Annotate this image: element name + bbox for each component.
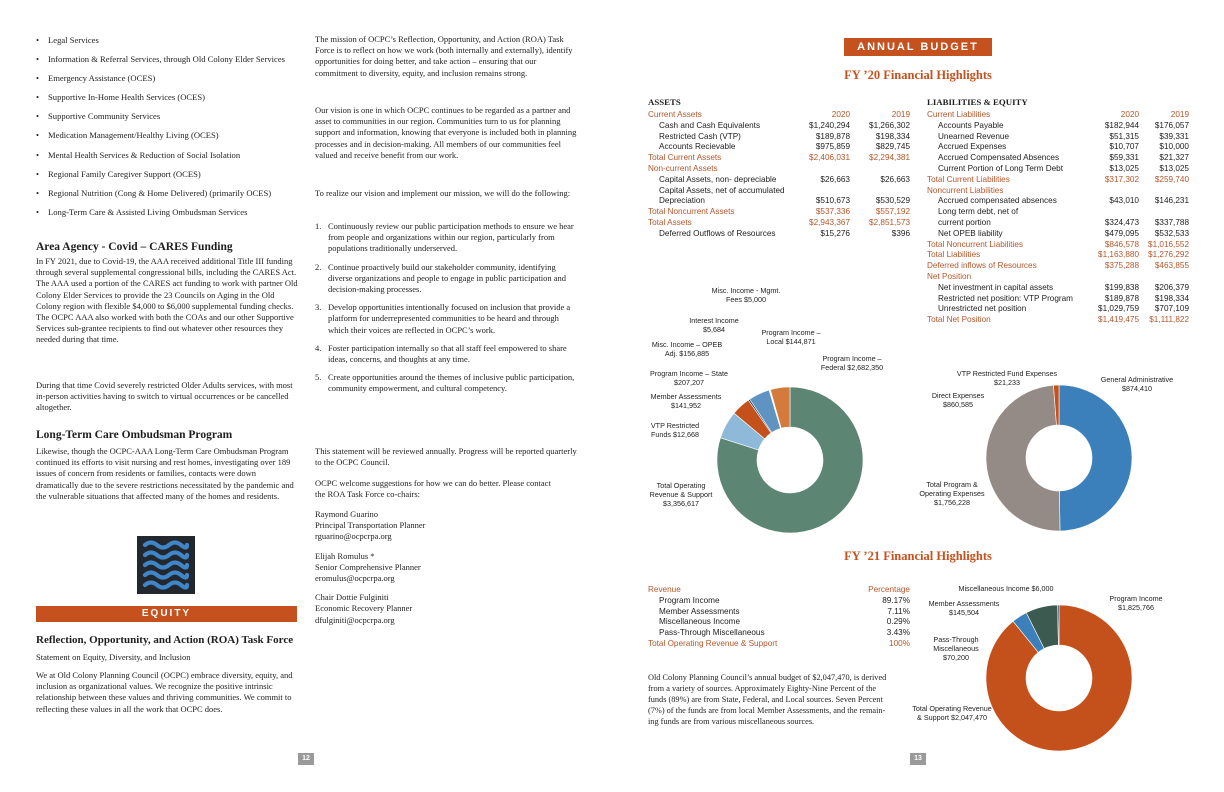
assets-table (648, 110, 910, 240)
row-value: 2020 (1120, 110, 1139, 119)
row-value: $1,266,302 (869, 120, 910, 130)
row-value (850, 164, 910, 175)
table-row (648, 585, 910, 596)
table-row (927, 315, 1189, 326)
row-label: Total Assets (648, 217, 692, 227)
table-row (927, 132, 1189, 143)
row-value: 3.43% (886, 628, 910, 638)
fy21-revenue-donut (985, 604, 1133, 752)
row-value: 2019 (1170, 110, 1189, 119)
chart-label: VTP Restricted Funds $12,668 (650, 421, 700, 439)
goal-item: 5. Create opportunities around the themes of inclusive public participation, community empowerment, and cultural competency. (315, 372, 575, 394)
table-row (648, 617, 910, 628)
row-label: Miscellaneous Income (659, 617, 741, 627)
fy20-expenses-donut (985, 384, 1133, 532)
table-row (927, 250, 1189, 261)
row-label: Accounts Recievable (659, 142, 736, 152)
row-value: $206,379 (1154, 282, 1189, 292)
chart-label: Misc. Income – OPEB Adj. $156,885 (651, 340, 723, 358)
row-label: Deferred inflows of Resources (927, 261, 1037, 271)
service-item: • Regional Family Caregiver Support (OCES) (36, 169, 306, 180)
chart-label: Interest Income $5,684 (689, 316, 739, 334)
table-row (648, 175, 910, 186)
row-value: $13,025 (1159, 163, 1189, 173)
table-row (648, 121, 910, 132)
contact-email[interactable]: rguarino@ocpcrpa.org (315, 531, 392, 542)
row-value: $532,533 (1154, 228, 1189, 238)
liabilities-heading: LIABILITIES & EQUITY (927, 97, 1028, 107)
table-row (927, 121, 1189, 132)
goal-item: 1. Continuously review our public participation methods to ensure we hear from people and organizations within our region, particularly from populations traditionally underserved. (315, 221, 574, 254)
service-item: • Supportive In-Home Health Services (OCES) (36, 92, 306, 103)
row-label: Noncurrent Liabilities (927, 185, 1004, 195)
row-value: 2020 (831, 110, 850, 119)
row-value: $337,788 (1154, 217, 1189, 227)
ltc-heading: Long-Term Care Ombudsman Program (36, 429, 233, 441)
row-value: $317,302 (1104, 174, 1139, 184)
table-row (648, 142, 910, 153)
row-value: $26,663 (820, 174, 850, 184)
row-value (788, 164, 850, 175)
goals-list (315, 221, 577, 402)
chart-label: Total Operating Revenue & Support $2,047,470 (912, 704, 992, 722)
chart-label: Total Program & Operating Expenses $1,756,228 (919, 480, 985, 507)
table-row (927, 196, 1189, 207)
table-row (648, 132, 910, 143)
row-label: Accounts Payable (938, 120, 1004, 130)
goal-item: 2. Continue proactively build our stakeholder community, identifying diverse organizations and people to engage in public participation and decision-making processes. (315, 261, 567, 295)
row-label: Long term debt, net of (938, 207, 1019, 217)
revenue-table (648, 585, 910, 650)
row-label: Restricted net position: VTP Program (938, 293, 1074, 303)
services-list (36, 35, 306, 226)
table-row (927, 304, 1189, 315)
chart-label: Misc. Income - Mgmt. Fees $5,000 (711, 286, 781, 304)
chart-label: VTP Restricted Fund Expenses $21,233 (956, 369, 1058, 387)
row-value: 89.17% (882, 595, 910, 605)
row-value: $975,859 (815, 142, 850, 152)
mission-paragraph: The mission of OCPC’s Reflection, Opportunity, and Action (ROA) Task Force is to reflect on how we work (both internally and externally), identify opportunities for doing better, and take action – ensuring that our commitment to diversity, equity, and inclusion remains strong. (315, 34, 573, 78)
service-item: • Supportive Community Services (36, 111, 306, 122)
page-number-left: 12 (298, 753, 314, 765)
contact-email[interactable]: eromulus@ocpcrpa.org (315, 573, 395, 584)
chart-label: General Administrative $874,410 (1100, 375, 1174, 393)
row-label: Unearned Revenue (938, 131, 1010, 141)
row-label: Pass-Through Miscellaneous (659, 628, 765, 638)
service-item: • Emergency Assistance (OCES) (36, 73, 306, 84)
row-value: $537,336 (815, 207, 850, 217)
row-value (1087, 272, 1139, 283)
row-value: $26,663 (880, 174, 910, 184)
cares-paragraph-1: In FY 2021, due to Covid-19, the AAA received additional Title III funding through several supplemental congressional bills, including the CARES Act. The AAA used a portion of the CARES act funding to work with partner Old Colony Elder Services to provide the 23 Councils on Aging in the Old Colony region with flexible $4,000 to $6,000 supplemental funding checks. The OCPC AAA also worked with both the COAs and our other Supportive Services sub-grantee recipients to find out whatever other resources they needed during that time. (36, 256, 298, 345)
row-label: Total Noncurrent Assets (648, 207, 735, 217)
row-label: Accrued Compensated Absences (938, 153, 1060, 163)
row-value: 2019 (891, 110, 910, 119)
table-row (648, 153, 910, 164)
table-row (927, 283, 1189, 294)
row-value: $259,740 (1154, 174, 1189, 184)
row-label: Unrestricted net position (938, 304, 1027, 314)
row-label: Current Assets (648, 110, 702, 119)
service-item: • Information & Referral Services, through Old Colony Elder Services (36, 54, 306, 65)
row-value: $146,231 (1154, 196, 1189, 206)
service-item: • Medication Management/Healthy Living (OCES) (36, 130, 306, 141)
table-row (927, 294, 1189, 305)
table-row (927, 229, 1189, 240)
row-value: 0.29% (886, 617, 910, 627)
row-value (1087, 207, 1139, 218)
row-label: Member Assessments (659, 606, 740, 616)
table-row (927, 153, 1189, 164)
table-row (927, 272, 1189, 283)
row-label: Total Current Liabilities (927, 174, 1010, 184)
budget-paragraph: Old Colony Planning Council’s annual budget of $2,047,470, is derived from a variety of sources. Approximately Eighty-Nine Percent of the funds (89%) are from State, Federal, and Local sources. Seven Percent (7%) of the funds are from local Member Assessments, and the remain-ing funds are from various miscellaneous sources. (648, 673, 887, 727)
waves-logo-icon (137, 536, 195, 594)
equity-banner: EQUITY (36, 606, 297, 622)
roa-paragraph: We at Old Colony Planning Council (OCPC) embrace diversity, equity, and inclusion as organizational values. We recognize the positive intrinsic relationship between these values and thriving communities. We commit to reflecting these values in all the work that OCPC does. (36, 670, 293, 714)
row-label: Cash and Cash Equivalents (659, 120, 761, 130)
row-value: $1,016,552 (1148, 239, 1189, 249)
goal-item: 3. Develop opportunities intentionally focused on inclusion that provide a platform for underrepresented communities to be heard and through which their voices are reflected in OCPC’s work. (315, 302, 571, 335)
ltc-paragraph: Likewise, though the OCPC-AAA Long-Term Care Ombudsman Program continued its efforts to visit nursing and rest homes, investigating over 189 issues of concern from residents or families, contacts were down dramatically due to the severe restrictions necessitated by the pandemic and the vulnerable situations that affected many of the homes and residents. (36, 446, 294, 501)
row-label: Accrued Expenses (938, 142, 1007, 152)
row-value: $10,707 (1109, 142, 1139, 152)
row-value: $1,163,880 (1098, 250, 1139, 260)
row-value: $396 (891, 228, 910, 238)
row-value: $13,025 (1109, 163, 1139, 173)
table-row (648, 639, 910, 650)
contact-card: Elijah Romulus * Senior Comprehensive Planner eromulus@ocpcrpa.org (315, 551, 577, 585)
row-label: Total Operating Revenue & Support (648, 638, 778, 648)
service-item: • Legal Services (36, 35, 306, 46)
row-value: $463,855 (1154, 261, 1189, 271)
row-value: $530,529 (875, 196, 910, 206)
table-row (648, 596, 910, 607)
row-value: $2,406,031 (809, 153, 850, 163)
chart-label: Member Assessments $141,952 (650, 392, 722, 410)
table-row (648, 110, 910, 121)
row-value (788, 186, 850, 197)
pie-slice (986, 385, 1060, 531)
chart-label: Program Income – Federal $2,682,350 (820, 354, 884, 372)
pie-slice (1059, 385, 1132, 531)
row-label: Total Net Position (927, 315, 991, 325)
row-value: $182,944 (1104, 120, 1139, 130)
row-value (1087, 186, 1139, 197)
vision-paragraph: Our vision is one in which OCPC continues to be regarded as a partner and asset to communities in our region. Communities turn to us for planning support and information, knowing that everyone is included both in planning processes and in decision-making. All members of our communities feel valued and receive benefit from our work. (315, 105, 577, 160)
roa-heading: Reflection, Opportunity, and Action (ROA) Task Force (36, 634, 294, 646)
table-row (927, 142, 1189, 153)
contact-email[interactable]: dfulginiti@ocpcrpa.org (315, 614, 395, 625)
row-value: $1,419,475 (1098, 315, 1139, 325)
row-label: Revenue (648, 585, 681, 594)
liabilities-table (927, 110, 1189, 326)
table-row (927, 110, 1189, 121)
row-value: $2,851,573 (869, 217, 910, 227)
service-item: • Long-Term Care & Assisted Living Ombudsman Services (36, 207, 306, 218)
chart-label: Direct Expenses $860,585 (931, 391, 985, 409)
row-value: $43,010 (1109, 196, 1139, 206)
row-value: $479,095 (1104, 228, 1139, 238)
table-row (927, 164, 1189, 175)
row-value: $846,578 (1104, 239, 1139, 249)
row-label: Net investment in capital assets (938, 282, 1054, 292)
row-value: $707,109 (1154, 304, 1189, 314)
table-row (927, 207, 1189, 218)
row-value: $51,315 (1109, 131, 1139, 141)
chart-label: Program Income – State $207,207 (650, 369, 728, 387)
row-value: $1,029,759 (1098, 304, 1139, 314)
annual-budget-banner: ANNUAL BUDGET (844, 38, 992, 56)
table-row (648, 218, 910, 229)
row-value: $1,111,822 (1149, 315, 1189, 325)
row-label: Current Liabilities (927, 110, 991, 119)
row-label: Accrued compensated absences (938, 196, 1057, 206)
welcome-paragraph: OCPC welcome suggestions for how we can do better. Please contact the ROA Task Force co-chairs: (315, 478, 551, 500)
row-label: Depreciation (659, 196, 705, 206)
row-label: Program Income (659, 595, 720, 605)
row-value: $59,331 (1109, 153, 1139, 163)
implement-paragraph: To realize our vision and implement our mission, we will do the following: (315, 188, 571, 198)
assets-heading: ASSETS (648, 97, 681, 107)
service-item: • Mental Health Services & Reduction of Social Isolation (36, 150, 306, 161)
ocpc-logo (137, 536, 195, 594)
table-row (927, 218, 1189, 229)
chart-label: Program Income – Local $144,871 (761, 328, 821, 346)
row-value: $2,943,367 (809, 217, 850, 227)
table-row (927, 261, 1189, 272)
service-item: • Regional Nutrition (Cong & Home Delivered) (primarily OCES) (36, 188, 306, 199)
roa-subheading: Statement on Equity, Diversity, and Inclusion (36, 652, 191, 662)
row-label: Capital Assets, non- depreciable (659, 174, 777, 184)
row-value: $829,745 (875, 142, 910, 152)
goal-item: 4. Foster participation internally so that all staff feel empowered to share ideas, concerns, and thoughts at any time. (315, 342, 567, 365)
row-value: Percentage (868, 585, 910, 594)
row-value: $189,878 (1104, 293, 1139, 303)
row-value: $189,878 (815, 131, 850, 141)
row-value (1139, 207, 1189, 218)
row-value: $198,334 (1154, 293, 1189, 303)
row-label: Net Position (927, 271, 972, 281)
table-row (927, 240, 1189, 251)
chart-label: Miscellaneous Income $6,000 (958, 584, 1054, 593)
row-value: $199,838 (1104, 282, 1139, 292)
table-row (648, 186, 910, 197)
row-value: $176,057 (1154, 120, 1189, 130)
row-label: Non-current Assets (648, 163, 718, 173)
row-label: Current Portion of Long Term Debt (938, 163, 1063, 173)
row-value: $1,240,294 (809, 120, 850, 130)
row-label: Total Noncurrent Liabilities (927, 239, 1024, 249)
table-row (648, 607, 910, 618)
cares-heading: Area Agency - Covid – CARES Funding (36, 241, 233, 253)
row-value: $21,327 (1159, 153, 1189, 163)
row-label: Capital Assets, net of accumulated (659, 185, 785, 195)
row-label: Net OPEB liability (938, 228, 1003, 238)
table-row (648, 164, 910, 175)
table-row (648, 628, 910, 639)
page-number-right: 13 (910, 753, 926, 765)
chart-label: Member Assessments $145,504 (928, 599, 1000, 617)
row-value: $198,334 (875, 131, 910, 141)
row-value: $2,294,381 (869, 153, 910, 163)
fy20-revenue-donut (716, 386, 864, 534)
row-label: Total Liabilities (927, 250, 981, 260)
row-value: $10,000 (1159, 142, 1189, 152)
table-row (648, 229, 910, 240)
contact-card: Chair Dottie Fulginiti Economic Recovery Planner dfulginiti@ocpcrpa.org (315, 592, 577, 626)
table-row (648, 207, 910, 218)
row-label: current portion (938, 217, 991, 227)
row-value: 7.11% (887, 606, 910, 616)
chart-label: Total Operating Revenue & Support $3,356,617 (649, 481, 713, 508)
row-value (1139, 272, 1189, 283)
cares-paragraph-2: During that time Covid severely restricted Older Adults services, with most in-person activities having to switch to virtual occurrences or be cancelled altogether. (36, 380, 293, 413)
table-row (927, 186, 1189, 197)
chart-label: Pass-Through Miscellaneous $70,200 (933, 635, 979, 662)
row-value: 100% (889, 638, 910, 648)
table-row (927, 175, 1189, 186)
review-paragraph: This statement will be reviewed annually. Progress will be reported quarterly to the OCPC Council. (315, 446, 577, 468)
contacts-block (315, 509, 577, 634)
row-value: $39,331 (1159, 131, 1189, 141)
row-value: $324,473 (1104, 217, 1139, 227)
chart-label: Program Income $1,825,766 (1109, 594, 1163, 612)
row-label: Restricted Cash (VTP) (659, 131, 741, 141)
row-label: Deferred Outflows of Resources (659, 228, 776, 238)
row-value: $375,288 (1104, 261, 1139, 271)
row-value: $15,276 (820, 228, 850, 238)
row-value: $510,673 (815, 196, 850, 206)
table-row (648, 196, 910, 207)
row-value: $557,192 (875, 207, 910, 217)
row-label: Total Current Assets (648, 153, 722, 163)
row-value: $1,276,292 (1148, 250, 1189, 260)
contact-card: Raymond Guarino Principal Transportation Planner rguarino@ocpcrpa.org (315, 509, 577, 543)
fy20-title: FY ’20 Financial Highlights (844, 68, 992, 82)
row-value (1139, 186, 1189, 197)
row-value (850, 186, 910, 197)
fy21-title: FY ’21 Financial Highlights (844, 549, 992, 563)
